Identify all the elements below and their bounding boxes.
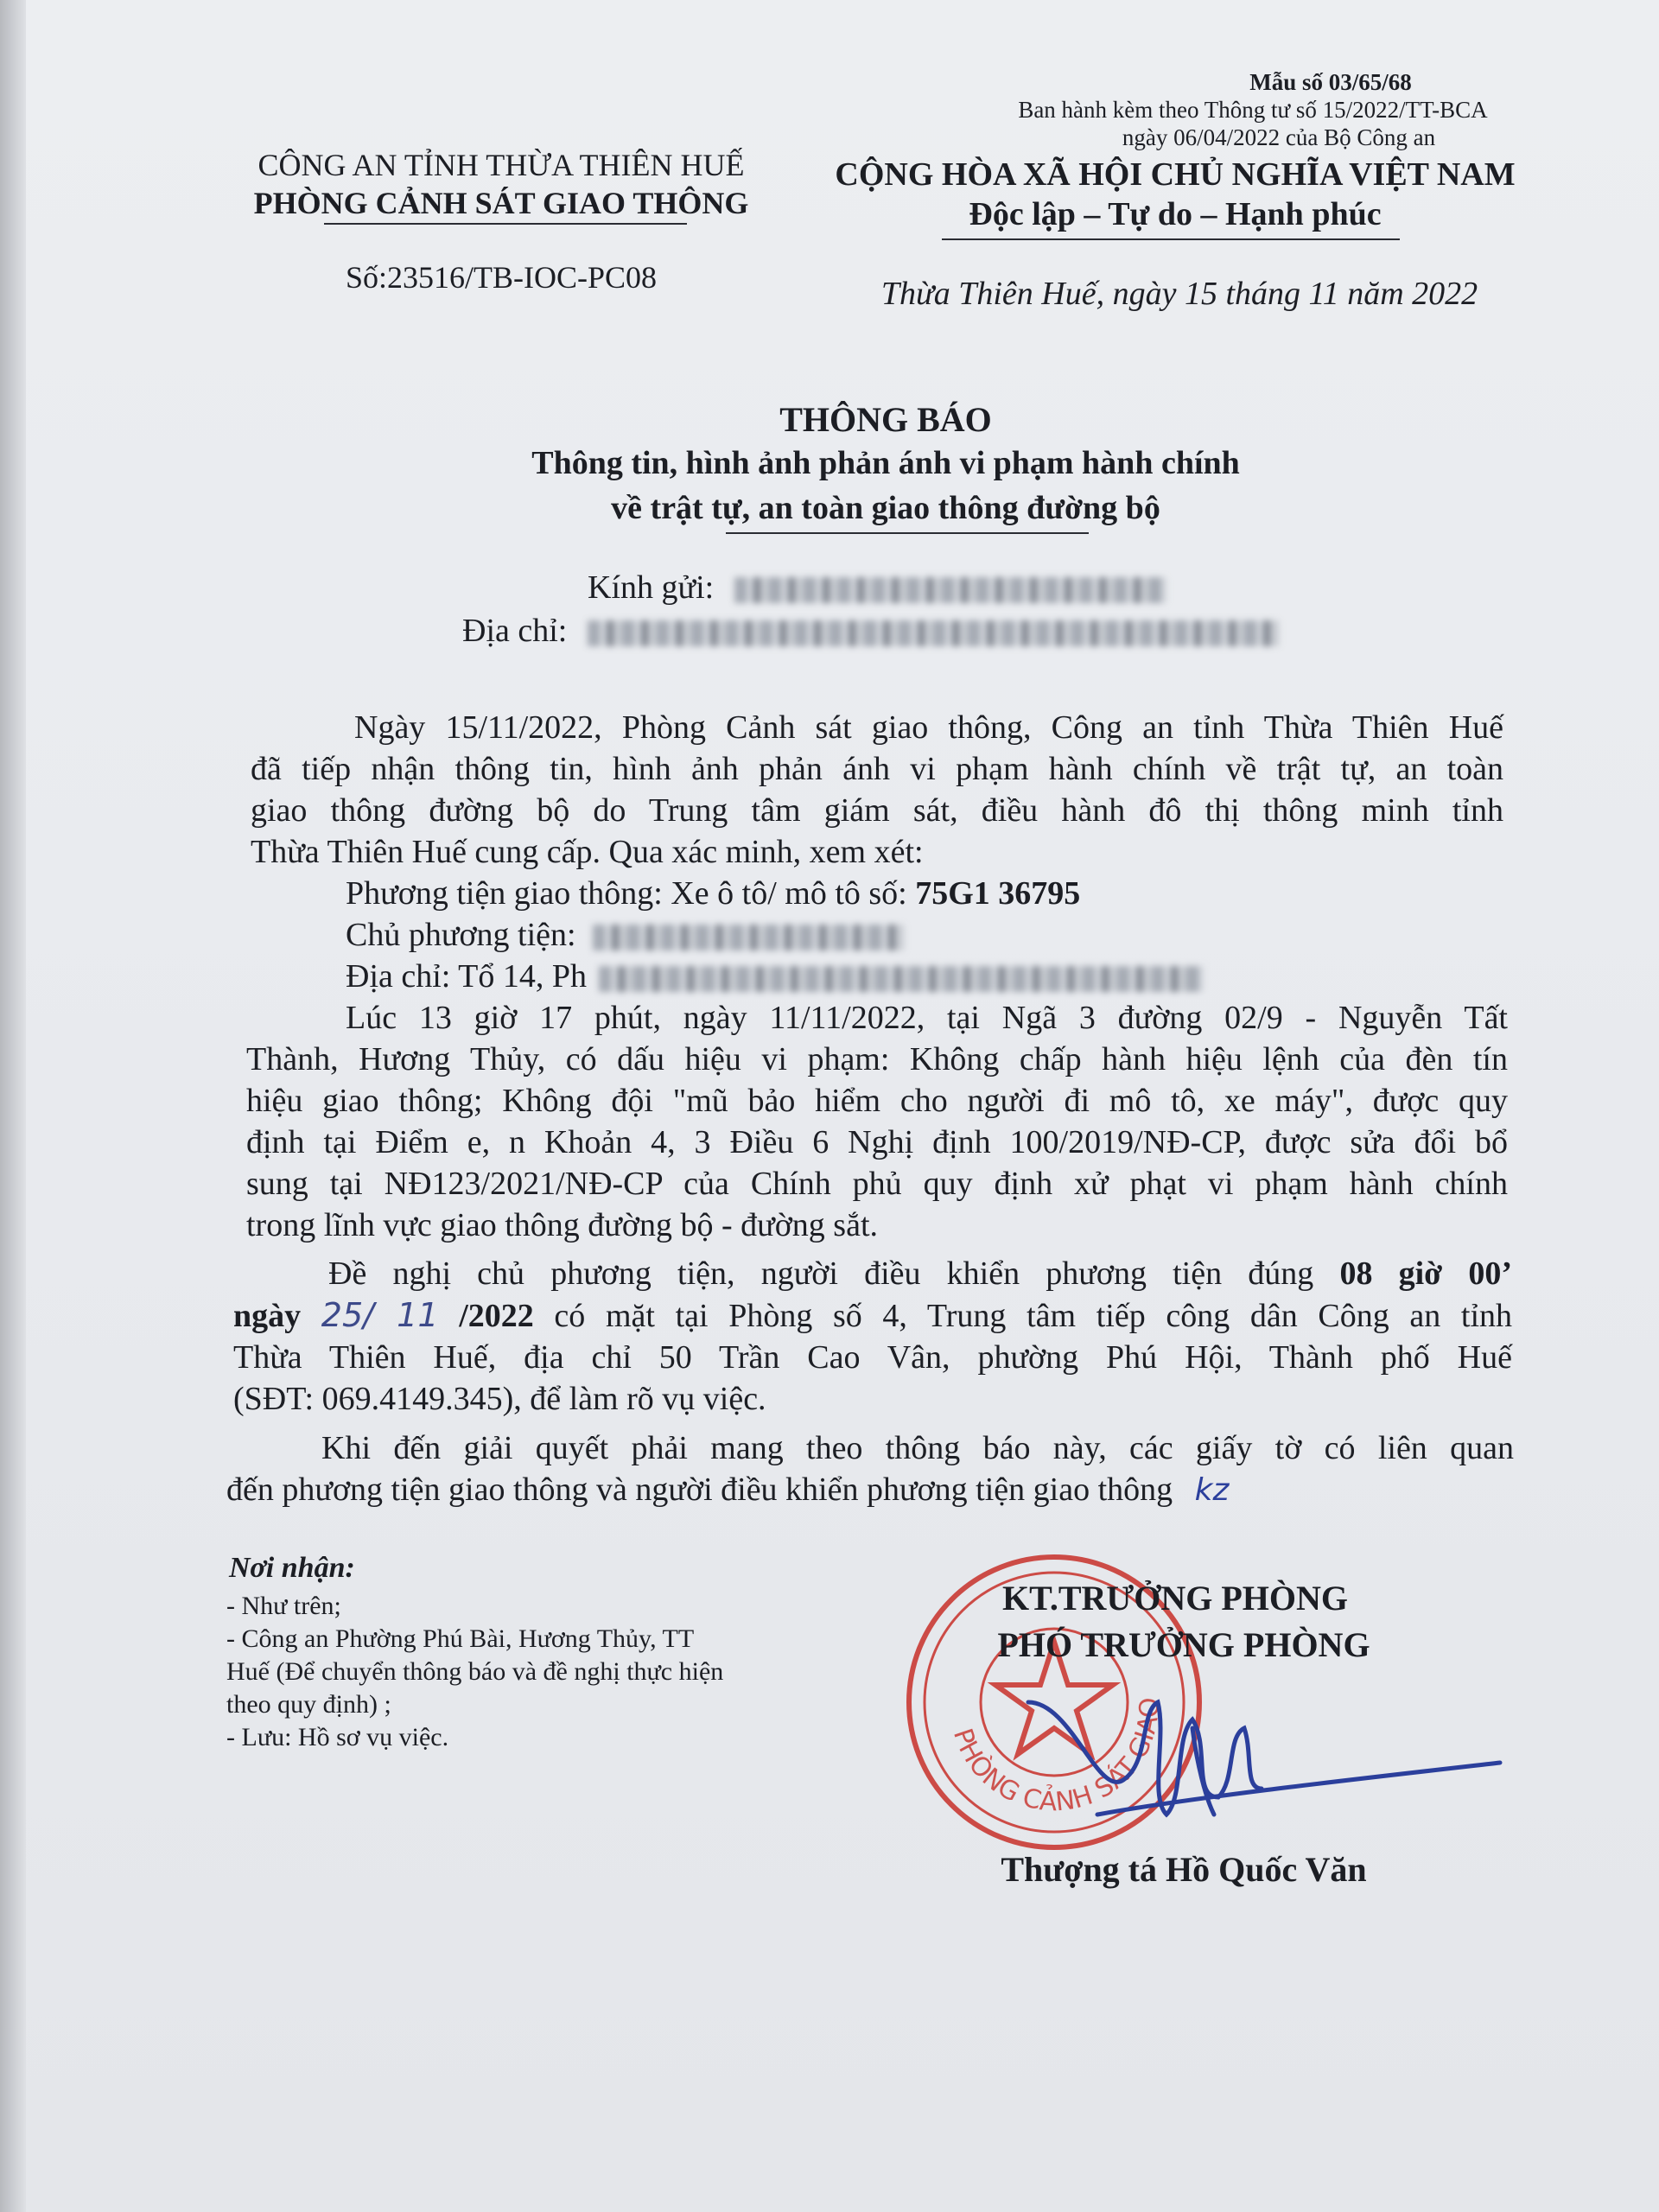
- recipients-item: - Lưu: Hồ sơ vụ việc.: [226, 1723, 449, 1751]
- agency-underline: [324, 223, 687, 225]
- title-sub1: Thông tin, hình ảnh phản ánh vi phạm hành chính: [531, 445, 1240, 481]
- violation-line: Lúc 13 giờ 17 phút, ngày 11/11/2022, tại Ngã 3 đường 02/9 - Nguyễn Tất: [346, 1000, 1508, 1036]
- request-line: (SĐT: 069.4149.345), để làm rõ vụ việc.: [233, 1381, 766, 1417]
- paragraph-request: [233, 1253, 1512, 1420]
- request-text: Đề nghị chủ phương tiện, người điều khiển phương tiện đúng: [328, 1255, 1314, 1292]
- recipients-list: [226, 1590, 723, 1754]
- handwritten-signature: [1020, 1668, 1521, 1840]
- request-text: có mặt tại Phòng số 4, Trung tâm tiếp công dân Công an tỉnh: [554, 1298, 1513, 1334]
- violation-line: hiệu giao thông; Không đội "mũ bảo hiểm cho người đi mô tô, xe máy", được quy: [246, 1083, 1508, 1119]
- handwritten-date: 25/ 11: [321, 1296, 439, 1334]
- violation-line: Thành, Hương Thủy, có dấu hiệu vi phạm: Không chấp hành hiệu lệnh của đèn tín: [246, 1041, 1508, 1077]
- recipient-address: [462, 610, 1279, 652]
- note-line: [226, 1469, 1514, 1511]
- recipient-address-label: Địa chỉ:: [462, 613, 568, 649]
- title-main: THÔNG BÁO: [779, 400, 992, 439]
- vehicle-plate: 75G1 36795: [915, 875, 1081, 912]
- nation-line1: CỘNG HÒA XÃ HỘI CHỦ NGHĨA VIỆT NAM: [835, 156, 1516, 193]
- paragraph-violation: [246, 997, 1508, 1246]
- form-number: Mẫu số 03/65/68: [1249, 69, 1412, 95]
- recipients-item: - Công an Phường Phú Bài, Hương Thủy, TT: [226, 1624, 695, 1653]
- redacted-owner-name: [593, 925, 904, 950]
- vehicle-label: Phương tiện giao thông: Xe ô tô/ mô tô số:: [346, 875, 907, 912]
- owner-line: [346, 914, 904, 956]
- owner-address-line: [346, 956, 1204, 997]
- paragraph-note: [226, 1427, 1514, 1511]
- owner-label: Chủ phương tiện:: [346, 917, 576, 953]
- seal-text: PHÒNG CẢNH SÁT GIAO: [946, 1697, 1166, 1818]
- owner-address-label: Địa chỉ: Tổ 14, Ph: [346, 958, 588, 995]
- appointment-time: 08 giờ 00’: [1339, 1255, 1513, 1292]
- handwritten-initials: kz: [1194, 1472, 1230, 1508]
- recipients-title: Nơi nhận:: [229, 1552, 355, 1584]
- recipients-item: - Như trên;: [226, 1592, 341, 1620]
- form-issued-date: ngày 06/04/2022 của Bộ Công an: [1122, 124, 1436, 150]
- redacted-recipient-address: [588, 620, 1279, 646]
- violation-line: sung tại NĐ123/2021/NĐ-CP của Chính phủ quy định xử phạt vi phạm hành chính: [246, 1166, 1508, 1202]
- signature-strokes: [1028, 1702, 1500, 1815]
- appointment-day-label: ngày: [233, 1298, 302, 1334]
- intro-line: đã tiếp nhận thông tin, hình ảnh phản ánh vi phạm hành chính về trật tự, an toàn: [251, 751, 1503, 787]
- intro-line: Ngày 15/11/2022, Phòng Cảnh sát giao thông, Công an tỉnh Thừa Thiên Huế: [354, 709, 1503, 746]
- signer-name: Thượng tá Hồ Quốc Văn: [1001, 1850, 1367, 1889]
- agency-line1: CÔNG AN TỈNH THỪA THIÊN HUẾ: [257, 148, 745, 182]
- form-issued-with: Ban hành kèm theo Thông tư số 15/2022/TT-BCA: [1018, 97, 1488, 123]
- signature-title-1: KT.TRƯỞNG PHÒNG: [1002, 1579, 1348, 1618]
- recipients-item: theo quy định) ;: [226, 1690, 391, 1719]
- vehicle-line: [346, 873, 1080, 914]
- title-underline: [726, 532, 1089, 534]
- title-sub2: về trật tự, an toàn giao thông đường bộ: [611, 490, 1160, 526]
- intro-line: giao thông đường bộ do Trung tâm giám sát, điều hành đô thị thông minh tỉnh: [251, 792, 1503, 829]
- redacted-owner-address: [599, 966, 1204, 992]
- redacted-recipient-name: [734, 577, 1166, 603]
- violation-line: định tại Điểm e, n Khoản 4, 3 Điều 6 Nghị định 100/2019/NĐ-CP, được sửa đổi bổ: [246, 1124, 1508, 1160]
- recipients-item: Huế (Để chuyển thông báo và đề nghị thực hiện: [226, 1657, 724, 1686]
- violation-line: trong lĩnh vực giao thông đường bộ - đường sắt.: [246, 1207, 879, 1243]
- request-line: Thừa Thiên Huế, địa chỉ 50 Trần Cao Vân, phường Phú Hội, Thành phố Huế: [233, 1339, 1512, 1376]
- nation-line2: Độc lập – Tự do – Hạnh phúc: [969, 196, 1382, 232]
- intro-line: Thừa Thiên Huế cung cấp. Qua xác minh, xem xét:: [251, 834, 924, 870]
- recipient-to: [588, 567, 1166, 608]
- nation-underline: [942, 238, 1400, 240]
- request-line-2: [233, 1294, 1512, 1337]
- place-date: Thừa Thiên Huế, ngày 15 tháng 11 năm 2022: [880, 276, 1478, 312]
- doc-number: Số:23516/TB-IOC-PC08: [345, 260, 658, 295]
- appointment-year: /2022: [459, 1298, 534, 1334]
- signature-title-2: PHÓ TRƯỞNG PHÒNG: [997, 1625, 1370, 1664]
- recipient-to-label: Kính gửi:: [588, 569, 715, 606]
- note-line: Khi đến giải quyết phải mang theo thông báo này, các giấy tờ có liên quan: [321, 1430, 1514, 1466]
- request-line-1: [233, 1253, 1512, 1294]
- note-line-text: đến phương tiện giao thông và người điều khiển phương tiện giao thông: [226, 1471, 1173, 1508]
- agency-line2: PHÒNG CẢNH SÁT GIAO THÔNG: [253, 186, 749, 220]
- paragraph-intro: [251, 707, 1503, 873]
